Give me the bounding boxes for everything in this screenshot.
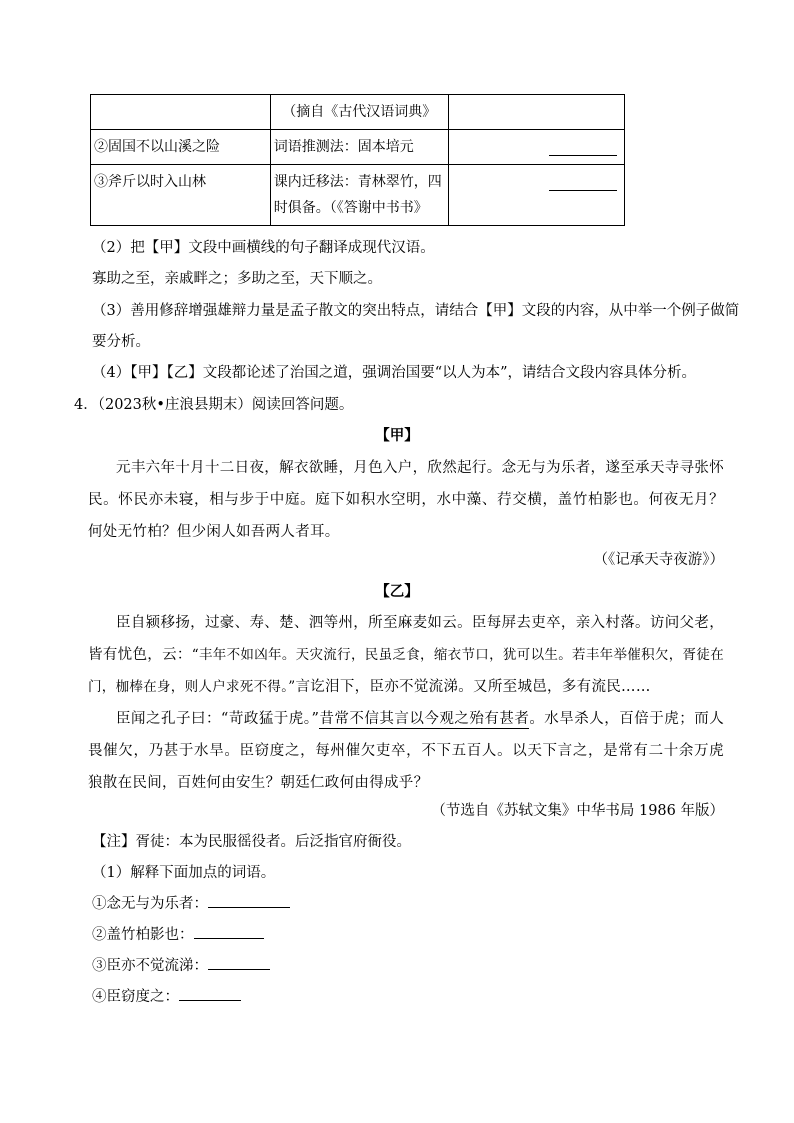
annotation-note: 【注】胥徒：本为民服徭役者。后泛指官府衙役。 <box>92 834 411 850</box>
table-row <box>91 130 625 165</box>
table-cell-method <box>270 165 448 226</box>
table-cell-item: ②固国不以山溪之险 <box>91 130 271 165</box>
section-label-yi: 【乙】 <box>375 583 419 600</box>
source-jia: （《记承天寺夜游》） <box>593 552 724 568</box>
passage-yi-paragraph <box>88 703 724 799</box>
source-yi: （节选自《苏轼文集》中华书局 1986 年版） <box>431 803 724 819</box>
item-label: ②盖竹柏影也： <box>92 927 194 943</box>
underlined-sentence: 昔常不信其言以今观之殆有甚者 <box>319 711 530 727</box>
section-label-jia: 【甲】 <box>375 427 419 444</box>
answer-cell[interactable] <box>448 165 624 226</box>
table-cell <box>91 95 271 130</box>
answer-blank[interactable] <box>208 893 290 908</box>
question-2-sentence: 寡助之至，亲戚畔之；多助之至，天下顺之。 <box>92 271 382 287</box>
question-2-prompt: （2）把【甲】文段中画横线的句子翻译成现代汉语。 <box>92 240 435 256</box>
table-cell: （摘自《古代汉语词典》 <box>270 95 448 130</box>
answer-blank[interactable] <box>208 955 270 970</box>
item-label: ④臣窃度之： <box>92 989 179 1005</box>
vocabulary-table <box>90 94 625 226</box>
passage-text: 臣自颍移扬，过豪、寿、楚、泗等州，所至麻麦如云。臣每屏去吏卒，亲入村落。访问父老，皆有忧色，云： <box>88 615 724 663</box>
table-cell-method: 词语推测法：固本培元 <box>270 130 448 165</box>
method-line: 时俱备。（《答谢中书书》 <box>273 200 428 216</box>
item-label: ③臣亦不觉流涕： <box>92 958 208 974</box>
table-row <box>91 165 625 226</box>
list-item <box>92 986 241 1008</box>
passage-text: 。水旱杀人，百倍于虎；而人畏催欠，乃甚于水旱。臣窃度之，每州催欠吏卒，不下五百人。以天下言之，是常有二十余万虎狼散在民间，百姓何由安生？朝廷仁政何由得成乎？ <box>88 711 724 791</box>
problem-header: 4．（2023秋•庄浪县期末）阅读回答问题。 <box>74 397 354 413</box>
answer-blank[interactable] <box>194 924 264 939</box>
method-line: 课内迁移法：青林翠竹，四 <box>273 174 442 190</box>
passage-jia: 元丰六年十月十二日夜，解衣欲睡，月色入户，欣然起行。念无与为乐者，遂至承天寺寻张怀民。怀民亦未寝，相与步于中庭。庭下如积水空明，水中藻、荇交横，盖竹柏影也。何夜无月？何处无竹柏？但少闲人如吾两人者耳。 <box>88 460 724 540</box>
question-1-prompt: （1）解释下面加点的词语。 <box>92 865 276 881</box>
table-row <box>91 95 625 130</box>
question-4-text: （4）【甲】【乙】文段都论述了治国之道，强调治国要“以人为本”，请结合文段内容具体分析。 <box>92 365 697 381</box>
quoted-speech: “丰年不如凶年。天灾流行，民虽乏食，缩衣节口，犹可以生。若丰年举催积欠，胥徒在门，枷棒在身，则人户求死不得。” <box>88 647 724 695</box>
answer-blank[interactable] <box>549 174 617 191</box>
answer-blank[interactable] <box>179 986 241 1001</box>
list-item <box>92 893 290 915</box>
list-item <box>92 955 270 977</box>
table-cell-item: ③斧斤以时入山林 <box>91 165 271 226</box>
passage-text: 臣闻之孔子曰：“苛政猛于虎。” <box>116 711 320 727</box>
list-item <box>92 924 264 946</box>
question-3-line: （3）善用修辞增强雄辩力量是孟子散文的突出特点，请结合【甲】文段的内容，从中举一个例子做简 <box>92 303 740 319</box>
question-3-line: 要分析。 <box>92 334 150 350</box>
passage-text: 言讫泪下，臣亦不觉流涕。又所至城邑，多有流民…… <box>295 679 651 695</box>
answer-cell[interactable] <box>448 130 624 165</box>
answer-blank[interactable] <box>549 139 617 156</box>
passage-yi-paragraph <box>88 607 724 703</box>
table-cell <box>448 95 624 130</box>
item-label: ①念无与为乐者： <box>92 896 208 912</box>
